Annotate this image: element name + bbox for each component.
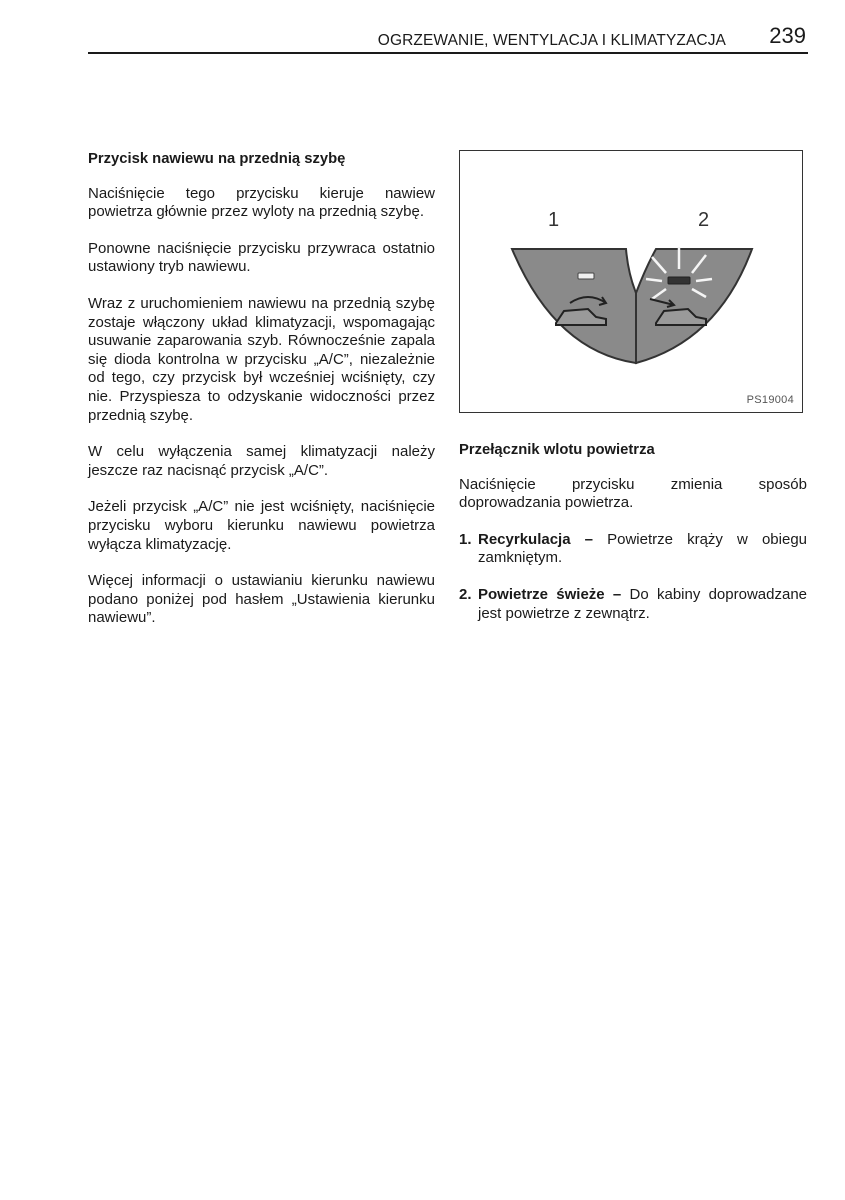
list-text [478,586,807,623]
page-header [88,23,808,54]
paragraph: W celu wyłączenia samej klimatyzacji należy jeszcze raz nacisnąć przycisk „A/C”. [88,443,435,479]
paragraph: Wraz z uruchomieniem nawiewu na przednią szybę zostaje włączony układ klimatyzacji, wspomagając usuwanie zaparowania szyb. Równocześnie zapala się dioda kontrolna w przycisku „A/C”, niezależnie od tego, czy przycisk był wcześniej wciśnięty, czy nie. Przyspiesza to odzyskanie widoczności przez przednią szybę. [88,294,435,424]
list-text [478,531,807,568]
air-intake-figure [459,150,803,413]
section-heading-air-intake: Przełącznik wlotu powietrza [459,442,655,458]
paragraph: Jeżeli przycisk „A/C” nie jest wciśnięty, naciśnięcie przycisku wyboru kierunku nawiewu powietrza wyłącza klimatyzację. [88,498,435,553]
list-number: 2. [459,585,472,603]
section-heading-defroster: Przycisk nawiewu na przednią szybę [88,151,346,167]
left-column [88,150,435,646]
paragraph: Naciśnięcie tego przycisku kieruje nawiew powietrza głównie przez wyloty na przednią szybę. [88,184,435,221]
list-term: Powietrze świeże – [478,585,622,603]
paragraph: Więcej informacji o ustawianiu kierunku nawiewu podano poniżej pod hasłem „Ustawienia kierunku nawiewu”. [88,572,435,627]
list-item [459,586,807,623]
chapter-title: OGRZEWANIE, WENTYLACJA I KLIMATYZACJA [377,32,726,49]
page-number: 239 [769,23,806,48]
list-term: Recyrkulacja – [478,530,594,548]
figure-label-2: 2 [698,209,710,231]
list-item [459,531,807,568]
right-column [459,441,807,641]
list-description: Do kabiny doprowadzane jest powietrze z zewnątrz. [478,585,808,622]
paragraph: Naciśnięcie przycisku zmienia sposób doprowadzania powietrza. [459,475,807,512]
air-intake-illustration [460,151,801,411]
figure-label-1: 1 [548,209,560,231]
indicator-off-icon [578,273,594,279]
recirculation-button [512,249,636,363]
paragraph: Ponowne naciśnięcie przycisku przywraca ostatnio ustawiony tryb nawiewu. [88,239,435,276]
fresh-air-button [636,247,752,363]
list-description: Powietrze krąży w obiegu zamkniętym. [478,530,808,567]
list-number: 1. [459,530,472,548]
figure-code: PS19004 [746,394,794,406]
